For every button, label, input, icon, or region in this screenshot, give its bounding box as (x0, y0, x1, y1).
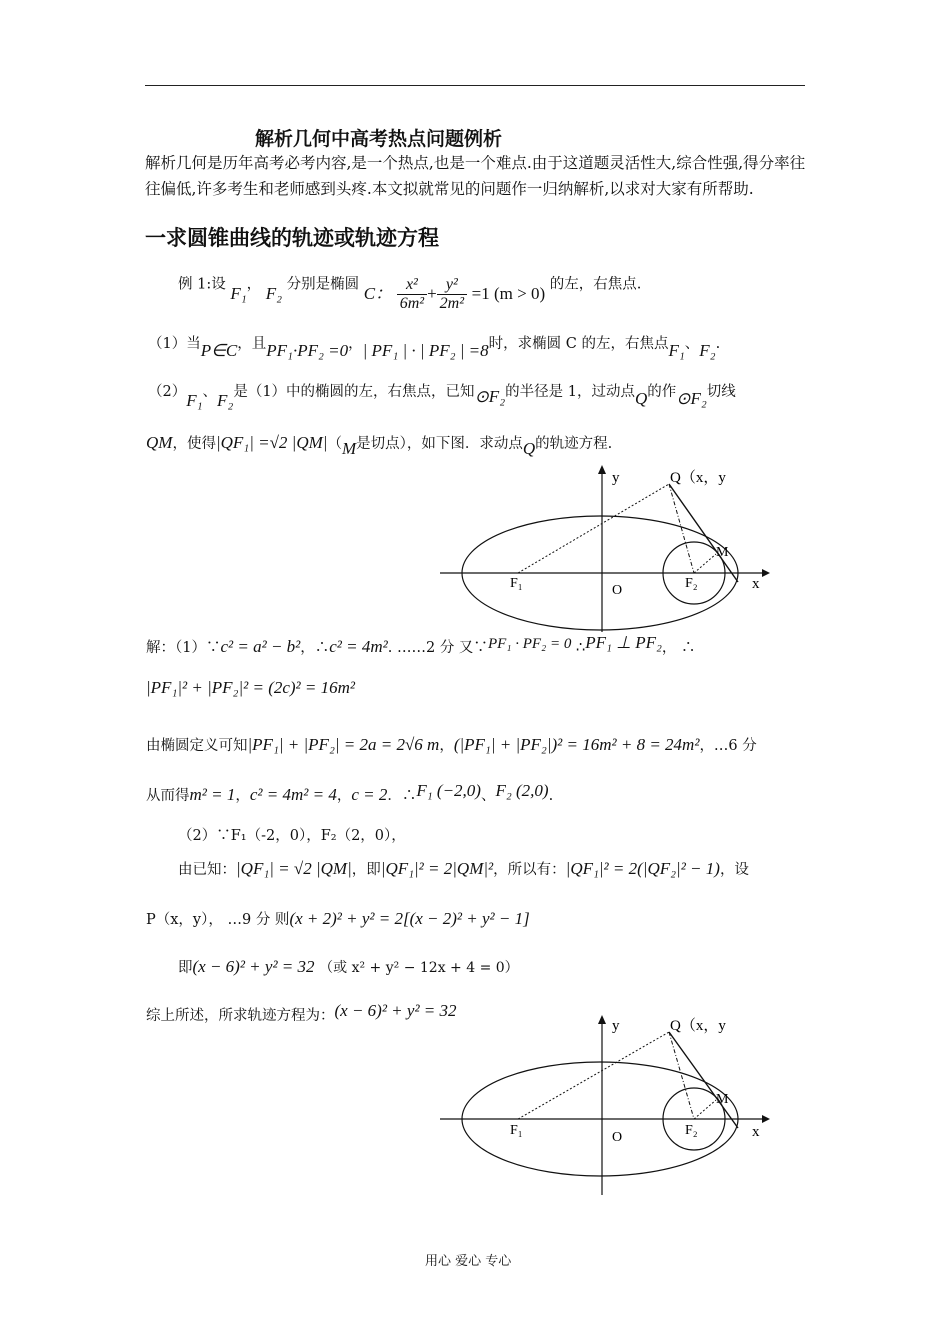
question-1: （1）当P∈C，且PF₁·PF₂ =0，| PF₁ | · | PF₂ | =8时，求椭圆 C 的左，右焦点F₁、F₂. (148, 336, 721, 360)
section-heading: 一求圆锥曲线的轨迹或轨迹方程 (145, 226, 439, 250)
m-label: M (716, 1092, 729, 1107)
question-2-cont: QM，使得|QF₁| =√2 |QM|（M是切点），如下图．求动点Q的轨迹方程. (146, 433, 613, 458)
y-label: y (612, 1018, 620, 1034)
fraction-x: $\frac{\text{x²}}{\text{6m²}}$ (397, 276, 427, 313)
o-label: O (612, 583, 623, 598)
intro-paragraph: 解析几何是历年高考必考内容,是一个热点,也是一个难点.由于这道题灵活性大,综合性强,得分率往往偏低,许多考生和老师感到头疼.本文拟就常见的问题作一归纳解析,以求对大家有所帮助. (145, 154, 806, 198)
solution-line-3: 由椭圆定义可知|PF₁| + |PF₂| = 2a = 2√6 m，(|PF₁| + |PF₂|)² = 16m² + 8 = 24m²，…6 分 (146, 735, 757, 754)
solution-line-9: 综上所述，所求轨迹方程为：(x − 6)² + y² = 32 (146, 1001, 457, 1024)
q-label: Q（x，y (670, 470, 726, 486)
y-label: y (612, 470, 620, 486)
question-2: （2）F₁、F₂是（1）中的椭圆的左，右焦点，已知⊙F₂的半径是 1，过动点Q的作⊙F₂切线 (148, 384, 736, 410)
x-axis-arrow-icon (762, 1115, 770, 1123)
x-label: x (752, 1124, 760, 1140)
solution-line-4: 从而得m² = 1，c² = 4m² = 4，c = 2．∴F₁ (−2,0)、F₂ (2,0). (146, 781, 554, 804)
line-qf2 (669, 484, 694, 573)
page-footer: 用心 爱心 专心 (425, 1254, 512, 1269)
radius-f2m (694, 554, 716, 573)
radius-f2m (694, 1100, 716, 1119)
line-qf1 (518, 484, 669, 573)
solution-line-6: 由已知：|QF₁| = √2 |QM|，即|QF₁|² = 2|QM|²，所以有：|QF₁|² = 2(|QF₂|² − 1)，设 (178, 859, 749, 878)
solution-line-2: |PF₁|² + |PF₂|² = (2c)² = 16m² (146, 678, 355, 697)
x-label: x (752, 576, 760, 592)
example-1: 例 1:设 F₁， F₂ 分别是椭圆 C： $\frac{\text{x²}}{\text{6m²}}$ + $\frac{\text{y²}}{\text{2m²}}$ =1 (m > 0) 的左，右焦点. (178, 276, 642, 312)
tangent-qm (669, 1032, 738, 1128)
fraction-y: $\frac{\text{y²}}{\text{2m²}}$ (437, 276, 467, 313)
f2-label: F₂ (685, 576, 698, 591)
header-rule (145, 85, 805, 86)
solution-line-5: （2）∵F₁（-2，0），F₂（2，0）， (178, 828, 406, 844)
page-title: 解析几何中高考热点问题例析 (255, 128, 503, 150)
o-label: O (612, 1130, 623, 1145)
solution-line-8: 即(x − 6)² + y² = 32 （或 x² + y² − 12x + 4 = 0） (178, 957, 519, 976)
ellipse-figure-2 (440, 1010, 770, 1200)
tangent-qm (669, 484, 738, 582)
ellipse-figure-1 (440, 462, 770, 632)
solution-line-1: 解：（1）∵c² = a² − b²，∴c² = 4m². ……2 分 又∵PF₁ · PF₂ = 0 ∴PF₁ ⊥ PF₂， ∴ (146, 633, 696, 656)
y-axis-arrow-icon (598, 1015, 606, 1024)
q-label: Q（x，y (670, 1018, 726, 1034)
line-qf1 (518, 1032, 669, 1119)
solution-line-7: P（x，y）， …9 分 则(x + 2)² + y² = 2[(x − 2)² + y² − 1] (146, 909, 530, 928)
f1-label: F₁ (510, 576, 523, 591)
f1-label: F₁ (510, 1123, 523, 1138)
y-axis-arrow-icon (598, 465, 606, 474)
f2-label: F₂ (685, 1123, 698, 1138)
x-axis-arrow-icon (762, 569, 770, 577)
m-label: M (716, 545, 729, 560)
